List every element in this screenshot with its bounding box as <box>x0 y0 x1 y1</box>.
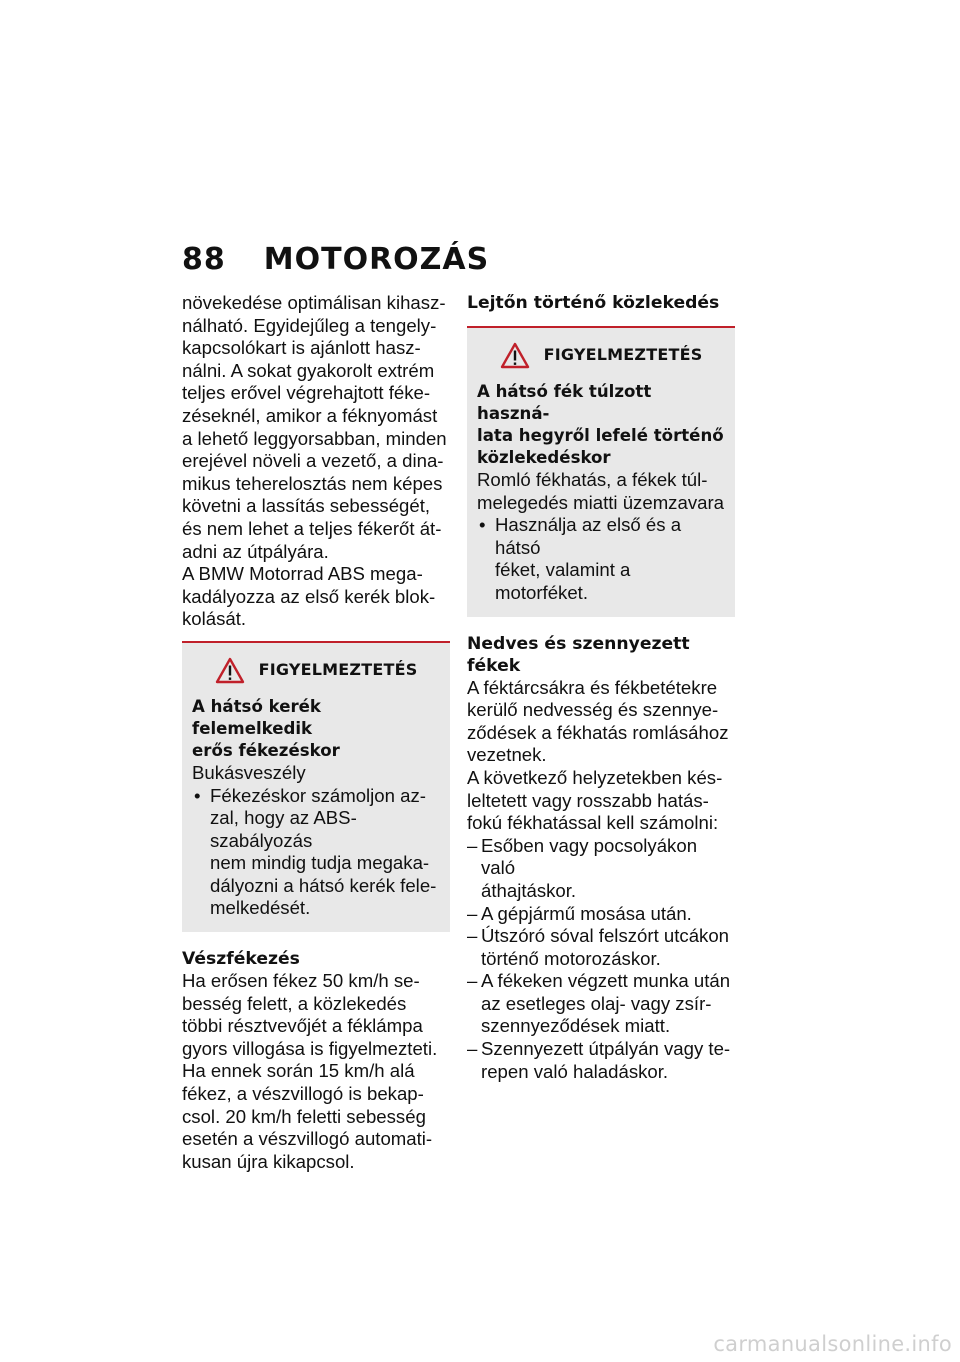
text-line: többi résztvevőjét a féklámpa <box>182 1015 423 1037</box>
text-line: féket, valamint a motorféket. <box>495 559 631 603</box>
text-line: – A gépjármű mosása után. <box>481 902 692 924</box>
text-line: kadályozza az első kerék blok- <box>182 585 436 607</box>
text-line: melegedés miatti üzemzavara <box>477 491 724 513</box>
text-line: történő motorozáskor. <box>481 947 661 969</box>
downhill-heading: Lejtőn történő közlekedés <box>467 293 720 313</box>
text-line: gyors villogása is figyelmezteti. <box>182 1037 438 1059</box>
list-item <box>467 970 735 1038</box>
text-line: szennyeződések miatt. <box>481 1015 671 1037</box>
text-line: zéseknél, amikor a féknyomást <box>182 404 438 426</box>
text-line: erejével növeli a vezető, a dina- <box>182 450 444 472</box>
wet-brakes-heading: Nedves és szennyezett fékek <box>467 633 690 676</box>
text-line: nálható. Egyidejűleg a tengely- <box>182 314 437 336</box>
left-column <box>182 292 450 1173</box>
text-line: kerülő nedvesség és szennye- <box>467 699 719 721</box>
text-line: Ha ennek során 15 km/h alá <box>182 1060 415 1082</box>
text-line: lata hegyről lefelé történő <box>477 426 724 445</box>
text-line: A következő helyzetekben kés- <box>467 766 723 788</box>
text-line: repen való haladáskor. <box>481 1060 669 1082</box>
text-line: a lehető leggyorsabban, minden <box>182 427 447 449</box>
text-line: – Szennyezett útpályán vagy te- <box>481 1038 731 1060</box>
section-title: MOTOROZÁS <box>263 242 490 277</box>
text-line: A hátsó fék túlzott haszná- <box>477 382 652 423</box>
text-line: vezetnek. <box>467 744 547 766</box>
warning-title <box>477 342 725 369</box>
warning-triangle-icon <box>500 342 530 369</box>
text-line: A hátsó kerék felemelkedik <box>192 696 321 738</box>
text-line: kusan újra kikapcsol. <box>182 1150 355 1172</box>
text-line: fokú fékhatással kell számolni: <box>467 812 719 834</box>
text-line: – Esőben vagy pocsolyákon való <box>481 834 698 879</box>
text-line: Romló fékhatás, a fékek túl- <box>477 469 708 490</box>
text-line: mikus teherelosztás nem képes <box>182 472 443 494</box>
abs-paragraph <box>182 563 450 631</box>
warning-label: FIGYELMEZTETÉS <box>258 660 418 680</box>
text-line: melkedését. <box>210 897 311 919</box>
text-line: erős fékezéskor <box>192 740 340 760</box>
warning-bullet <box>192 785 440 921</box>
text-line: Ha erősen fékez 50 km/h se- <box>182 970 420 992</box>
warning-bullet <box>477 514 725 604</box>
warning-triangle-icon <box>215 657 245 684</box>
warning-label: FIGYELMEZTETÉS <box>543 345 703 365</box>
text-line: fékez, a vészvillogó is bekap- <box>182 1083 424 1105</box>
warning-heading <box>192 696 440 762</box>
page-header <box>182 242 489 277</box>
text-line: Bukásveszély <box>192 761 306 783</box>
text-line: – Útszóró sóval felszórt utcákon <box>481 925 730 947</box>
warning-box-rear-wheel <box>182 643 450 932</box>
text-line: ződések a fékhatás romlásához <box>467 721 729 743</box>
text-line: áthajtáskor. <box>481 879 577 901</box>
intro-paragraph <box>182 292 450 563</box>
text-line: • Használja az első és a hátsó <box>495 514 682 558</box>
text-line: csol. 20 km/h feletti sebesség <box>182 1105 426 1127</box>
watermark: carmanualsonline.info <box>713 1332 952 1356</box>
text-line: az esetleges olaj- vagy zsír- <box>481 992 712 1014</box>
text-line: • Fékezéskor számoljon az- <box>210 784 426 806</box>
text-line: követni a lassítás sebességét, <box>182 495 431 517</box>
warning-text <box>192 762 440 920</box>
text-line: növekedése optimálisan kihasz- <box>182 292 446 313</box>
right-column <box>467 292 735 1083</box>
wet-paragraph <box>467 677 735 767</box>
text-line: A féktárcsákra és fékbetétekre <box>467 676 718 698</box>
text-line: nálni. A sokat gyakorolt extrém <box>182 359 435 381</box>
text-line: leltetett vagy rosszabb hatás- <box>467 789 709 811</box>
emergency-paragraph <box>182 970 450 1173</box>
text-line: kapcsolókart is ajánlott hasz- <box>182 337 421 359</box>
text-line: besség felett, a közlekedés <box>182 992 407 1014</box>
text-line: közlekedéskor <box>477 448 611 467</box>
condition-list <box>467 835 735 1084</box>
text-line: esetén a vészvillogó automati- <box>182 1128 433 1150</box>
warning-text <box>477 469 725 605</box>
list-item <box>467 1038 735 1083</box>
warning-title <box>192 657 440 684</box>
list-item <box>467 835 735 903</box>
list-item <box>467 903 735 926</box>
page-number: 88 <box>182 242 226 277</box>
text-line: teljes erővel végrehajtott féke- <box>182 382 431 404</box>
text-line: – A fékeken végzett munka után <box>481 970 731 992</box>
warning-heading <box>477 381 725 469</box>
emergency-heading: Vészfékezés <box>182 949 300 970</box>
text-line: kolását. <box>182 608 247 630</box>
list-item <box>467 925 735 970</box>
text-line: zal, hogy az ABS-szabályozás <box>210 807 357 851</box>
text-line: és nem lehet a teljes fékerőt át- <box>182 517 442 539</box>
text-line: A BMW Motorrad ABS mega- <box>182 563 423 585</box>
text-line: nem mindig tudja megaka- <box>210 852 430 874</box>
wet-paragraph-2 <box>467 767 735 835</box>
warning-box-downhill <box>467 328 735 617</box>
text-line: adni az útpályára. <box>182 540 329 562</box>
text-line: dályozni a hátsó kerék fele- <box>210 874 437 896</box>
